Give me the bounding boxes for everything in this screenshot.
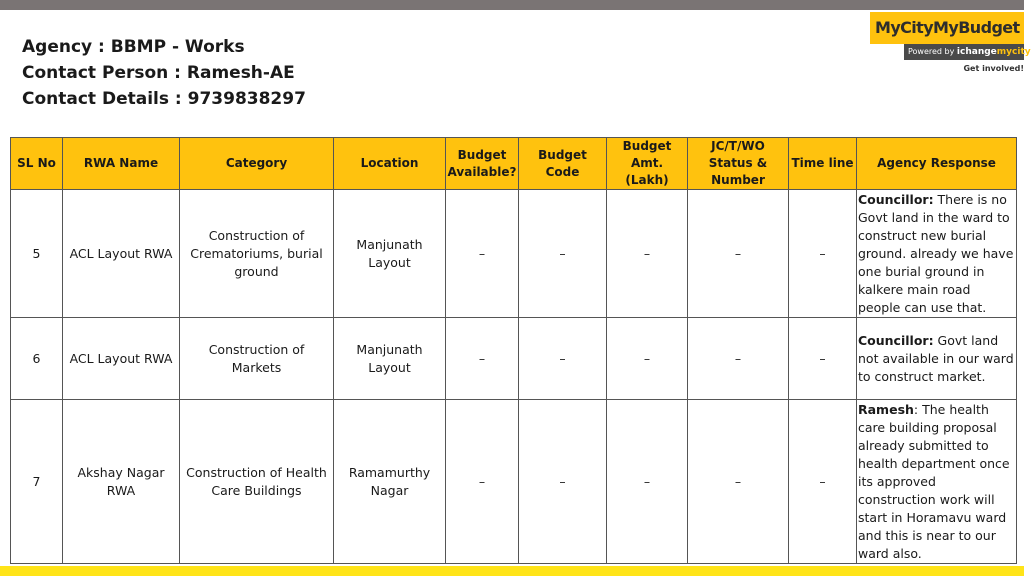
bottom-bar: [0, 566, 1024, 576]
cell-budget-amt: –: [607, 318, 688, 400]
col-header-budget-amt: Budget Amt. (Lakh): [607, 138, 688, 190]
response-text: There is no Govt land in the ward to construct new burial ground. already we have one burial ground in kalkere main road people can use that.: [858, 192, 1014, 315]
col-header-agency-response: Agency Response: [857, 138, 1017, 190]
cell-agency-response: [857, 318, 1017, 400]
cell-status: –: [688, 400, 789, 564]
col-header-category: Category: [180, 138, 334, 190]
table-row: [11, 318, 1017, 400]
table-row: [11, 400, 1017, 564]
contact-info: [22, 34, 306, 112]
cell-timeline: –: [789, 318, 857, 400]
cell-budget-code: –: [519, 318, 607, 400]
cell-status: –: [688, 318, 789, 400]
cell-budget-available: –: [446, 190, 519, 318]
contact-person-line: Contact Person : Ramesh-AE: [22, 63, 295, 83]
table-header-row: [11, 138, 1017, 190]
col-header-timeline: Time line: [789, 138, 857, 190]
response-text: Govt land not available in our ward to construct market.: [858, 333, 1014, 384]
response-author: Councillor:: [858, 192, 934, 207]
response-text: : The health care building proposal already submitted to health department once its approved construction work will start in Horamavu ward and this is near to our ward also.: [858, 402, 1010, 561]
cell-budget-code: –: [519, 190, 607, 318]
cell-budget-code: –: [519, 400, 607, 564]
brand-prefix: ichange: [956, 47, 997, 57]
cell-rwa-name: Akshay Nagar RWA: [63, 400, 180, 564]
cell-timeline: –: [789, 190, 857, 318]
logo-tagline: Get involved!: [963, 64, 1024, 73]
cell-budget-available: –: [446, 400, 519, 564]
table-row: [11, 190, 1017, 318]
contact-details-line: Contact Details : 9739838297: [22, 89, 306, 109]
cell-category: Construction of Crematoriums, burial ground: [180, 190, 334, 318]
brand-suffix: mycity: [996, 47, 1031, 57]
cell-sl-no: 5: [11, 190, 63, 318]
col-header-budget-available: Budget Available?: [446, 138, 519, 190]
cell-sl-no: 6: [11, 318, 63, 400]
cell-sl-no: 7: [11, 400, 63, 564]
cell-agency-response: [857, 190, 1017, 318]
cell-status: –: [688, 190, 789, 318]
cell-location: Ramamurthy Nagar: [334, 400, 446, 564]
col-header-sl-no: SL No: [11, 138, 63, 190]
cell-category: Construction of Markets: [180, 318, 334, 400]
cell-budget-amt: –: [607, 400, 688, 564]
brand-text: [957, 47, 1031, 57]
cell-rwa-name: ACL Layout RWA: [63, 318, 180, 400]
cell-timeline: –: [789, 400, 857, 564]
response-author: Ramesh: [858, 402, 914, 417]
logo-title: MyCityMyBudget: [870, 12, 1024, 44]
logo-powered-by: [904, 44, 1031, 60]
cell-budget-amt: –: [607, 190, 688, 318]
cell-agency-response: [857, 400, 1017, 564]
col-header-budget-code: Budget Code: [519, 138, 607, 190]
powered-by-text: Powered by: [908, 47, 955, 56]
cell-location: Manjunath Layout: [334, 318, 446, 400]
mycitymybudget-logo: [870, 12, 1031, 74]
agency-line: Agency : BBMP - Works: [22, 37, 245, 57]
cell-category: Construction of Health Care Buildings: [180, 400, 334, 564]
col-header-status: JC/T/WO Status & Number: [688, 138, 789, 190]
col-header-rwa-name: RWA Name: [63, 138, 180, 190]
cell-rwa-name: ACL Layout RWA: [63, 190, 180, 318]
col-header-location: Location: [334, 138, 446, 190]
cell-budget-available: –: [446, 318, 519, 400]
response-author: Councillor:: [858, 333, 934, 348]
top-bar: [0, 0, 1024, 10]
works-table: [10, 137, 1017, 564]
cell-location: Manjunath Layout: [334, 190, 446, 318]
